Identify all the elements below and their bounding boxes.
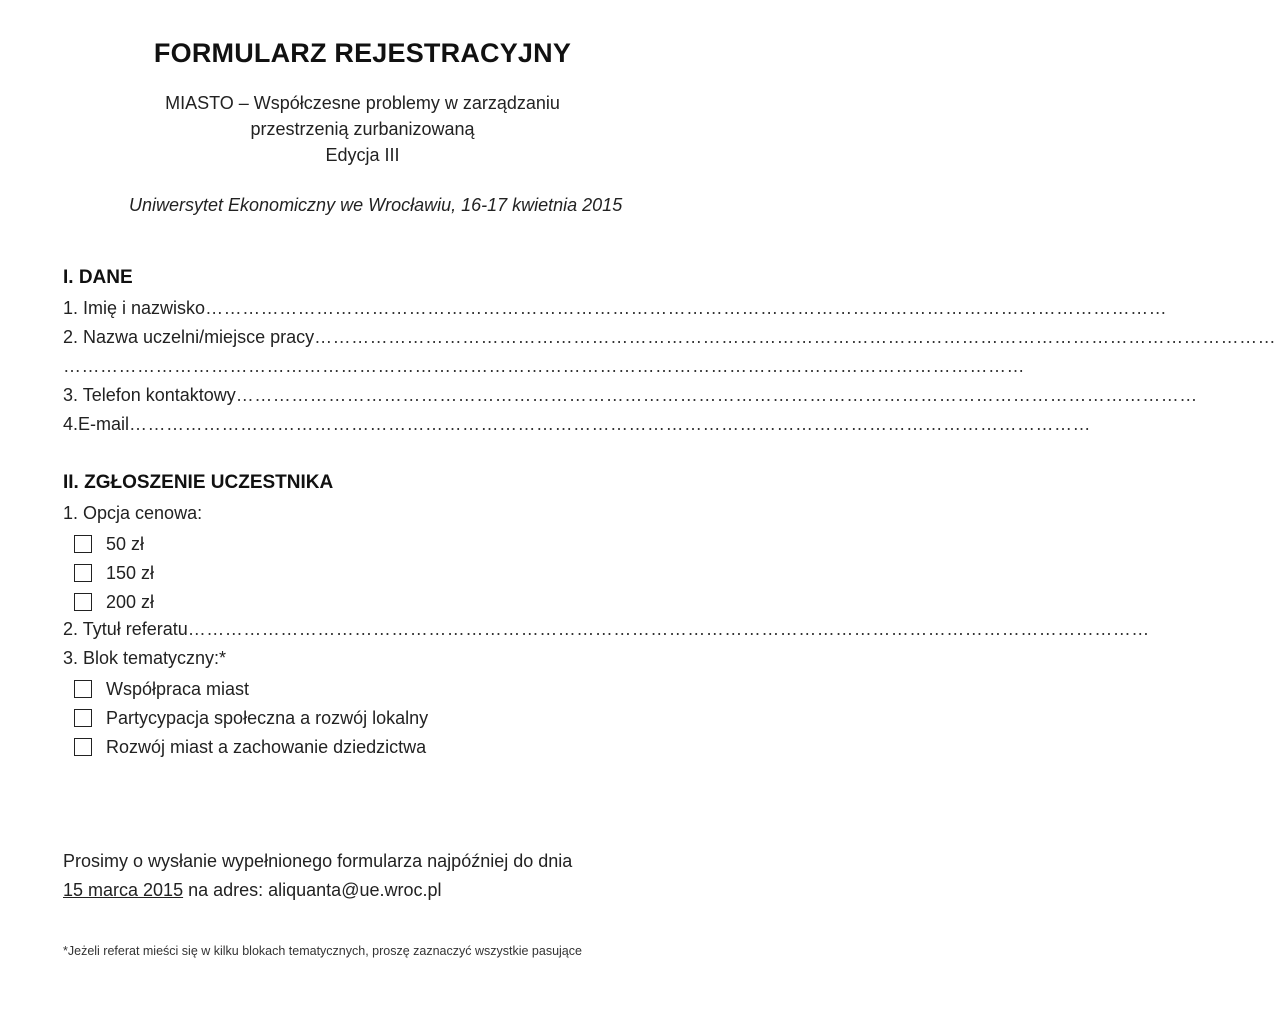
- checkbox[interactable]: [74, 738, 92, 756]
- name-field-label: 1. Imię i nazwisko: [63, 298, 206, 318]
- block-option-cooperation[interactable]: [74, 677, 249, 701]
- price-option-text: 200 zł: [106, 591, 155, 612]
- conference-subtitle-line1: MIASTO – Współczesne problemy w zarządzaniu: [165, 93, 560, 113]
- paper-title-label: 2. Tytuł referatu: [63, 619, 188, 639]
- checkbox[interactable]: [74, 564, 92, 582]
- block-option-text: Współpraca miast: [106, 678, 250, 699]
- dotted-fill-line: …………………………………………………………………………………………………………………………………………: [314, 327, 1276, 347]
- institution-field-continuation[interactable]: [63, 356, 1025, 382]
- email-field-label: 4.E-mail: [63, 414, 130, 434]
- form-title: FORMULARZ REJESTRACYJNY: [153, 38, 572, 68]
- block-option-text: Partycypacja społeczna a rozwój lokalny: [106, 707, 429, 728]
- thematic-block-label: 3. Blok tematyczny:*: [63, 648, 227, 668]
- dotted-fill-line: …………………………………………………………………………………………………………………………………………: [235, 385, 1198, 405]
- venue-date: Uniwersytet Ekonomiczny we Wrocławiu, 16-17 kwietnia 2015: [129, 195, 623, 215]
- paper-title-field[interactable]: [63, 619, 1150, 645]
- checkbox[interactable]: [74, 680, 92, 698]
- price-option-50[interactable]: [74, 532, 144, 556]
- deadline-date: 15 marca 2015: [63, 880, 184, 900]
- phone-field[interactable]: [63, 385, 1198, 411]
- block-option-text: Rozwój miast a zachowanie dziedzictwa: [106, 736, 427, 757]
- edition-label: Edycja III: [325, 145, 400, 165]
- dotted-fill-line: …………………………………………………………………………………………………………………………………………: [129, 414, 1092, 434]
- submission-deadline-line: [63, 880, 442, 901]
- phone-field-label: 3. Telefon kontaktowy: [63, 385, 236, 405]
- price-option-text: 50 zł: [106, 533, 145, 554]
- conference-subtitle-line2: przestrzenią zurbanizowaną: [250, 119, 475, 139]
- submission-address: na adres: aliquanta@ue.wroc.pl: [183, 880, 442, 900]
- dotted-fill-line: …………………………………………………………………………………………………………………………………………: [205, 298, 1168, 318]
- block-option-participation[interactable]: [74, 706, 428, 730]
- footnote: *Jeżeli referat mieści się w kilku blokach tematycznych, proszę zaznaczyć wszystkie pasujące: [63, 944, 582, 958]
- price-option-label: 1. Opcja cenowa:: [63, 503, 203, 523]
- name-field[interactable]: [63, 298, 1168, 324]
- email-field[interactable]: [63, 414, 1092, 440]
- institution-field-label: 2. Nazwa uczelni/miejsce pracy: [63, 327, 315, 347]
- price-option-text: 150 zł: [106, 562, 155, 583]
- price-option-200[interactable]: [74, 590, 154, 614]
- dotted-fill-line: …………………………………………………………………………………………………………………………………………: [63, 356, 1025, 376]
- checkbox[interactable]: [74, 709, 92, 727]
- block-option-heritage[interactable]: [74, 735, 426, 759]
- dotted-fill-line: …………………………………………………………………………………………………………………………………………: [187, 619, 1150, 639]
- checkbox[interactable]: [74, 535, 92, 553]
- institution-field[interactable]: [63, 327, 1276, 353]
- section-heading-zgloszenie: II. ZGŁOSZENIE UCZESTNIKA: [63, 472, 334, 493]
- submission-instruction: Prosimy o wysłanie wypełnionego formularza najpóźniej do dnia: [63, 851, 573, 871]
- section-heading-dane: I. DANE: [63, 267, 133, 288]
- price-option-150[interactable]: [74, 561, 154, 585]
- checkbox[interactable]: [74, 593, 92, 611]
